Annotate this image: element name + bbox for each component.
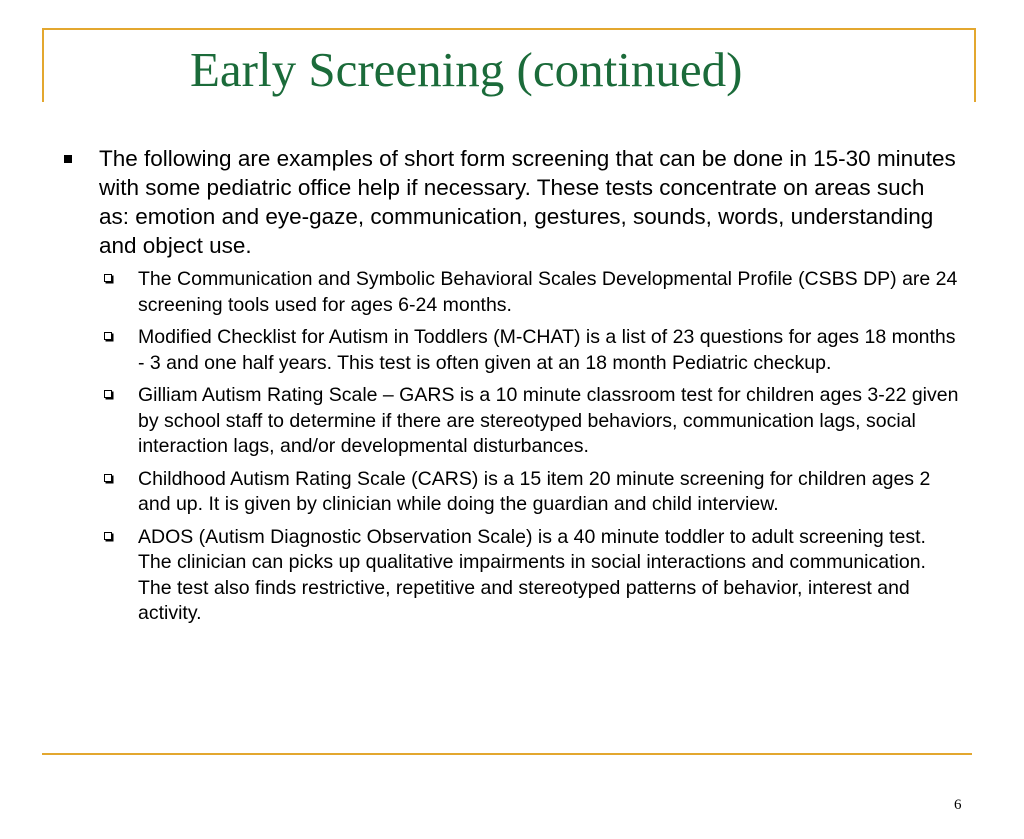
sub-bullet-text: ADOS (Autism Diagnostic Observation Scale) is a 40 minute toddler to adult screening test. The clinician can picks up qualitative impairments in social interactions and communication. The test also finds restrictive, repetitive and stereotyped patterns of behavior, interest and activity. xyxy=(138,525,926,624)
main-bullet-text: The following are examples of short form screening that can be done in 15-30 minutes with some pediatric office help if necessary. These tests concentrate on areas such as: emotion and eye-gaze, communication, gestures, sounds, words, understanding and object use. xyxy=(99,146,956,258)
sub-bullet-cars xyxy=(60,467,960,518)
sub-bullet-gars xyxy=(60,383,960,460)
main-bullet xyxy=(60,144,960,260)
hollow-square-bullet-icon xyxy=(104,532,112,540)
sub-bullet-text: Modified Checklist for Autism in Toddlers (M-CHAT) is a list of 23 questions for ages 18 months - 3 and one half years. This test is often given at an 18 month Pediatric checkup. xyxy=(138,326,956,374)
sub-bullet-list xyxy=(60,267,960,627)
footer-rule xyxy=(42,753,972,755)
sub-bullet-text: Gilliam Autism Rating Scale – GARS is a 10 minute classroom test for children ages 3-22 given by school staff to determine if there are stereotyped behaviors, communication lags, social interaction lags, and/or developmental disturbances. xyxy=(138,384,959,457)
sub-bullet-text: Childhood Autism Rating Scale (CARS) is a 15 item 20 minute screening for children ages 2 and up. It is given by clinician while doing the guardian and child interview. xyxy=(138,467,931,515)
sub-bullet-csbs xyxy=(60,267,960,318)
frame-right-rule xyxy=(974,28,976,102)
sub-bullet-mchat xyxy=(60,325,960,376)
sub-bullet-ados xyxy=(60,525,960,627)
sub-bullet-text: The Communication and Symbolic Behavioral Scales Developmental Profile (CSBS DP) are 24 screening tools used for ages 6-24 months. xyxy=(138,268,958,316)
hollow-square-bullet-icon xyxy=(104,474,112,482)
hollow-square-bullet-icon xyxy=(104,390,112,398)
slide-body xyxy=(60,144,960,634)
slide-title: Early Screening (continued) xyxy=(190,42,743,97)
frame-left-rule xyxy=(42,28,44,102)
frame-top-rule xyxy=(42,28,976,30)
hollow-square-bullet-icon xyxy=(104,274,112,282)
square-bullet-icon xyxy=(64,155,72,163)
hollow-square-bullet-icon xyxy=(104,332,112,340)
page-number: 6 xyxy=(954,797,962,813)
